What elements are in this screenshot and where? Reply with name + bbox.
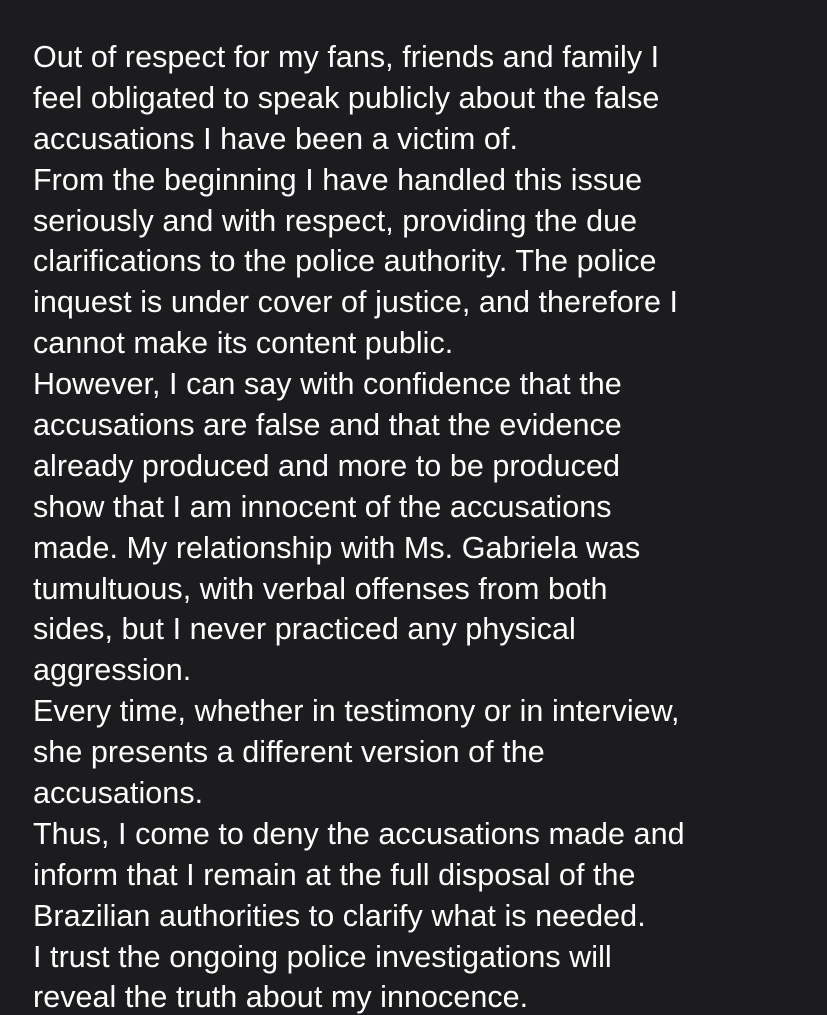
note-line: Out of respect for my fans, friends and family I	[33, 40, 660, 74]
note-line: However, I can say with confidence that the	[33, 367, 622, 402]
note-line: tumultuous, with verbal offenses from both	[33, 571, 608, 606]
note-line: accusations are false and that the evidence	[33, 408, 622, 443]
note-line: Brazilian authorities to clarify what is needed.	[33, 898, 646, 933]
note-line: From the beginning I have handled this issue	[33, 162, 643, 197]
note-line: feel obligated to speak publicly about the false	[33, 80, 660, 115]
note-line: cannot make its content public.	[33, 326, 454, 361]
note-line: Thus, I come to deny the accusations made and	[33, 816, 685, 851]
note-line: sides, but I never practiced any physical	[33, 612, 576, 647]
note-line: she presents a different version of the	[33, 735, 545, 770]
note-line: made. My relationship with Ms. Gabriela was	[33, 530, 641, 565]
note-line: Every time, whether in testimony or in interview,	[33, 694, 680, 729]
note-line: already produced and more to be produced	[33, 448, 620, 483]
note-line: accusations I have been a victim of.	[33, 121, 518, 156]
note-line: I trust the ongoing police investigations will	[33, 939, 612, 974]
note-line: reveal the truth about my innocence.	[33, 980, 529, 1015]
note-line: show that I am innocent of the accusations	[33, 489, 612, 524]
note-line: seriously and with respect, providing the due	[33, 203, 638, 238]
note-text[interactable]	[33, 37, 813, 1015]
note-line: accusations.	[33, 776, 204, 811]
note-line: aggression.	[33, 653, 192, 688]
note-line: inquest is under cover of justice, and therefore I	[33, 285, 679, 320]
note-line: clarifications to the police authority. The police	[33, 244, 657, 279]
note-line: inform that I remain at the full disposal of the	[33, 857, 636, 892]
